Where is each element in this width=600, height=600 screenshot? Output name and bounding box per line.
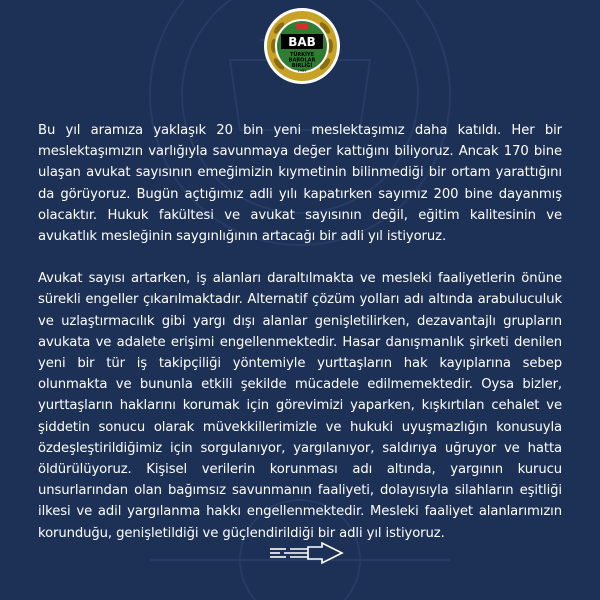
logo-text-line3: BİRLİĞİ — [291, 63, 313, 69]
bar-association-seal-icon — [262, 6, 342, 86]
logo — [262, 6, 342, 86]
logo-text-line1: TÜRKİYE — [289, 52, 315, 58]
arrow-right-icon — [268, 541, 346, 565]
next-page-button[interactable] — [268, 541, 346, 565]
logo-year: 1969 — [297, 69, 307, 73]
paragraph-1: Bu yıl aramıza yaklaşık 20 bin yeni meslektaşımız daha katıldı. Her bir meslektaşımızın varlığıyla savunmaya değer kattığını biliyoruz. Ancak 170 bine ulaşan avukat sayısının emeğimizin kıymetinin bilinmediği bir ortam yarattığını da görüyoruz. Bugün açtığımız adli yılı kapatırken sayımız 200 bine dayanmış olacaktır. Hukuk fakültesi ve avukat sayısının değil, eğitim kalitesinin ve avukatlık mesleğinin saygınlığının artacağı bir adli yıl istiyoruz. — [38, 123, 562, 245]
paragraph-2: Avukat sayısı artarken, iş alanları daraltılmakta ve mesleki faaliyetlerin önüne sürekli engeller çıkarılmaktadır. Alternatif çözüm yolları adı altında arabuluculuk ve uzlaştırmacılık gibi yargı dışı alanlar genişletilirken, dezavantajlı grupların avukata ve adalete erişimi engellenmektedir. Hasar danışmanlık şirketi denilen yeni bir tür iş takipçiliği yöntemiyle yurttaşların hak kayıplarına sebep olunmakta ve bununla etkili şekilde mücadele edilmemektedir. Oysa bizler, yurttaşların haklarını korumak için görevimizi yaparken, kışkırtılan cehalet ve şiddetin sonucu olarak müvekkillerimizle ve hukuki uyuşmazlığın konusuyla özdeşleştirildiğimiz için sorgulanıyor, yargılanıyor, saldırıya uğruyor ve hatta öldürülüyoruz. Kişisel verilerin korunması adı altında, yargının kurucu unsurlarından olan bağımsız savunmanın faaliyeti, dolayısıyla silahların eşitliği ilkesi ve adil yargılanma hakkı engellenmektedir. Mesleki faaliyet alanlarımızın korunduğu, genişletildiği ve güçlendirildiği bir adli yıl istiyoruz. — [38, 271, 562, 541]
logo-monogram: BAB — [288, 35, 316, 49]
statement-text — [38, 120, 562, 544]
logo-text-line2: BAROLAR — [288, 57, 316, 64]
